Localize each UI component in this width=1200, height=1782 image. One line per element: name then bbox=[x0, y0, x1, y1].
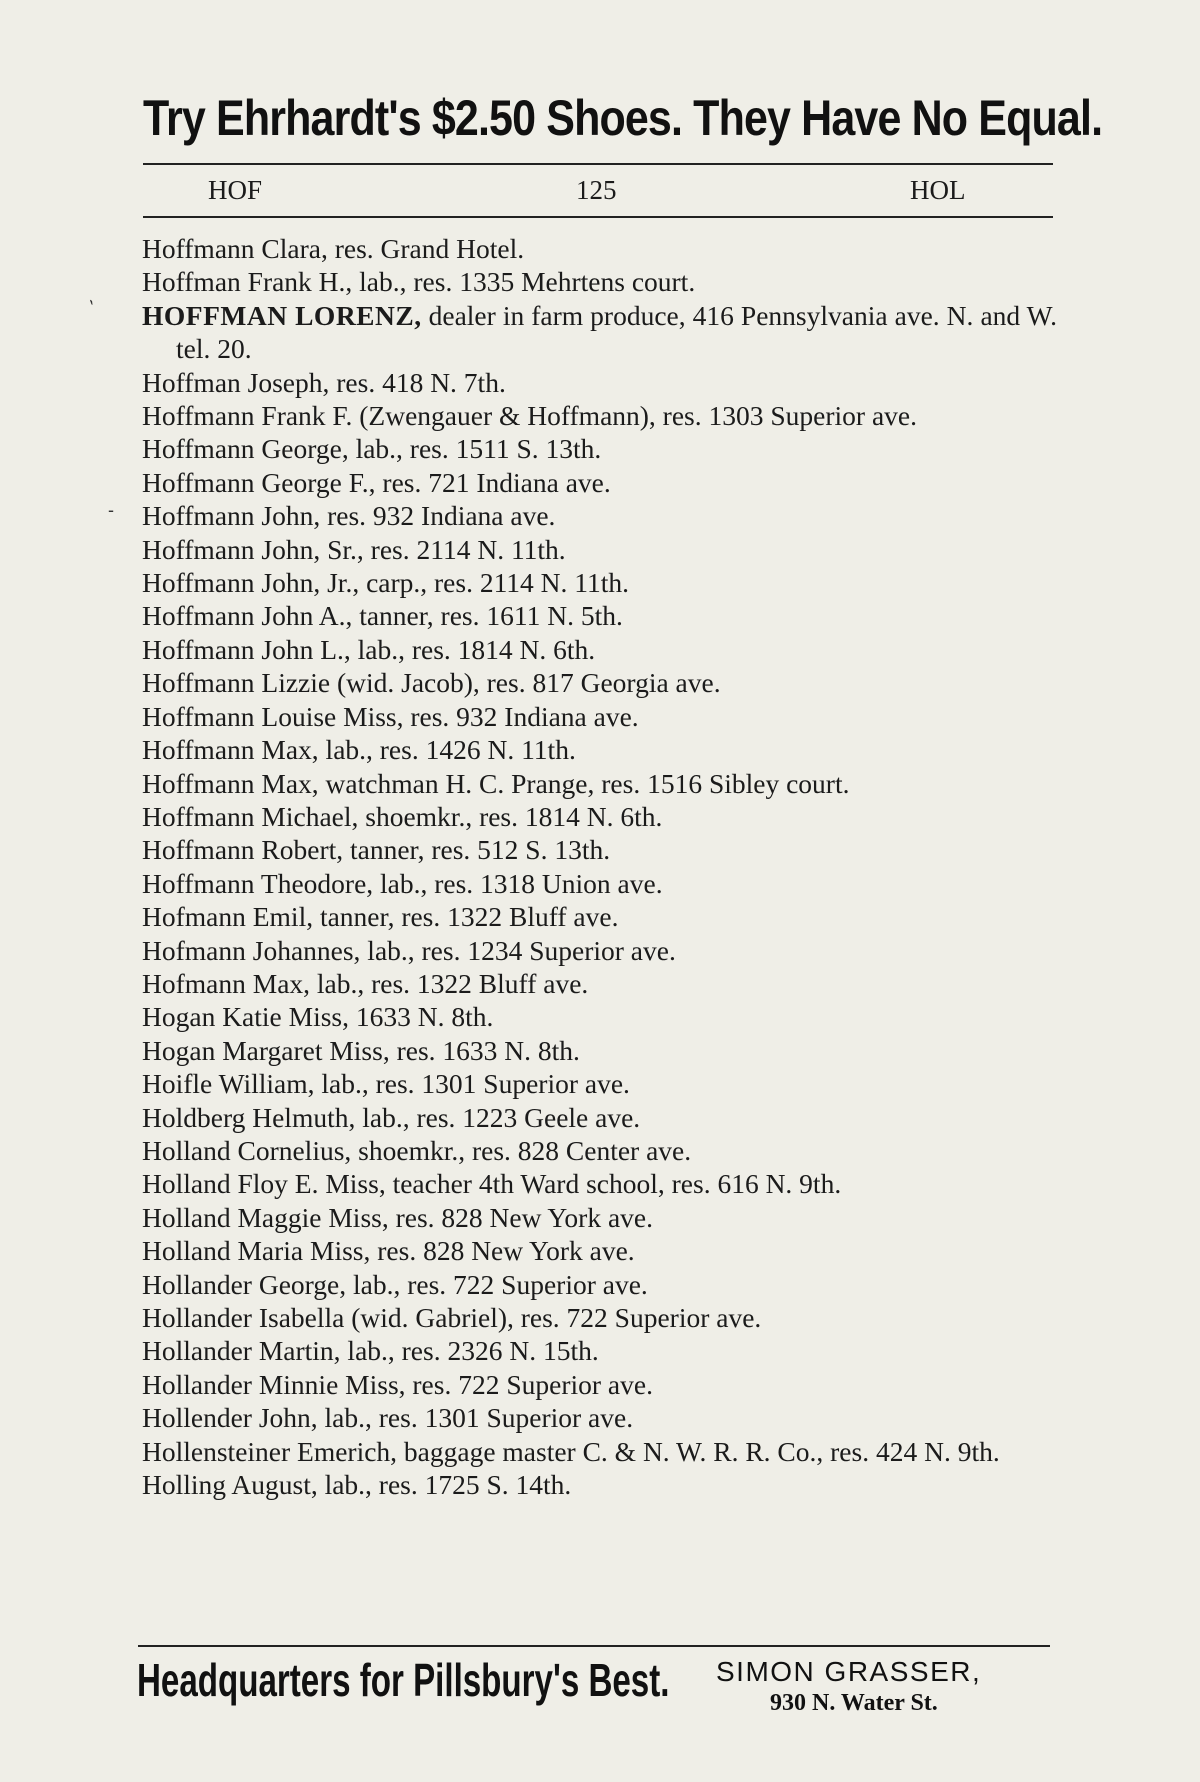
directory-entry: Hollensteiner Emerich, baggage master C. & N. W. R. R. Co., res. 424 N. 9th. bbox=[142, 1435, 1000, 1467]
directory-entry: Hoffmann John A., tanner, res. 1611 N. 5th. bbox=[142, 600, 623, 632]
left-guide-word: HOF bbox=[208, 175, 263, 205]
header-rule-top bbox=[143, 163, 1053, 165]
directory-entry: Hoffmann John, Jr., carp., res. 2114 N. 11th. bbox=[142, 567, 630, 599]
directory-entry: Hogan Katie Miss, 1633 N. 8th. bbox=[142, 1001, 494, 1033]
directory-entry: Hoffman Joseph, res. 418 N. 7th. bbox=[142, 366, 506, 398]
directory-entry: Hoffmann Lizzie (wid. Jacob), res. 817 Georgia ave. bbox=[142, 667, 721, 699]
entry-text: dealer in farm produce, 416 Pennsylvania ave. N. and W. tel. 20. bbox=[176, 299, 1057, 365]
directory-entry: Hoffmann John L., lab., res. 1814 N. 6th. bbox=[142, 633, 596, 665]
directory-entry: Hoffmann Clara, res. Grand Hotel. bbox=[142, 233, 525, 264]
merchant-name: SIMON GRASSER, bbox=[716, 1656, 982, 1687]
directory-entry bbox=[142, 299, 1057, 366]
directory-entry: Hoffmann Louise Miss, res. 932 Indiana ave. bbox=[142, 700, 639, 732]
directory-entry: Hoffmann George F., res. 721 Indiana ave. bbox=[142, 466, 611, 498]
directory-entry: Hollander Isabella (wid. Gabriel), res. 722 Superior ave. bbox=[142, 1302, 762, 1333]
directory-entry: Hollender John, lab., res. 1301 Superior ave. bbox=[142, 1402, 634, 1434]
directory-entry: Hoffmann George, lab., res. 1511 S. 13th. bbox=[142, 433, 602, 465]
directory-entry: Hofmann Emil, tanner, res. 1322 Bluff ave. bbox=[142, 901, 619, 933]
directory-entry: Hoffmann Frank F. (Zwengauer & Hoffmann), res. 1303 Superior ave. bbox=[142, 400, 917, 432]
directory-entry: Hoffmann Michael, shoemkr., res. 1814 N. 6th. bbox=[142, 800, 663, 832]
directory-entry: Hoffmann Robert, tanner, res. 512 S. 13th. bbox=[142, 834, 611, 866]
directory-entry: Hofmann Max, lab., res. 1322 Bluff ave. bbox=[142, 967, 589, 999]
directory-entry: Hoffmann Theodore, lab., res. 1318 Union ave. bbox=[142, 867, 663, 899]
directory-entry: Holland Maggie Miss, res. 828 New York ave. bbox=[142, 1201, 653, 1233]
directory-entry: Hofmann Johannes, lab., res. 1234 Superior ave. bbox=[142, 934, 676, 966]
directory-entry: Holland Maria Miss, res. 828 New York ave. bbox=[142, 1235, 635, 1267]
page-number: 125 bbox=[576, 175, 617, 205]
footer-advertisement: Headquarters for Pillsbury's Best. bbox=[137, 1654, 670, 1706]
directory-entry: Hoffmann John, res. 932 Indiana ave. bbox=[142, 500, 556, 532]
directory-entry: Hogan Margaret Miss, res. 1633 N. 8th. bbox=[142, 1034, 580, 1066]
directory-entry: Holland Cornelius, shoemkr., res. 828 Center ave. bbox=[142, 1134, 692, 1166]
directory-entry: Holling August, lab., res. 1725 S. 14th. bbox=[142, 1469, 572, 1501]
right-guide-word: HOL bbox=[910, 175, 966, 205]
stray-mark: - bbox=[108, 500, 114, 520]
header-advertisement: Try Ehrhardt's $2.50 Shoes. They Have No Equal. bbox=[143, 90, 1103, 146]
directory-entries bbox=[142, 232, 1057, 1501]
directory-entry: Hoifle William, lab., res. 1301 Superior ave. bbox=[142, 1068, 630, 1100]
directory-entry: Hoffmann Max, lab., res. 1426 N. 11th. bbox=[142, 734, 576, 766]
directory-entry: Hoffmann Max, watchman H. C. Prange, res. 1516 Sibley court. bbox=[142, 767, 850, 799]
footer-merchant bbox=[716, 1656, 1056, 1718]
stray-mark: ` bbox=[78, 295, 98, 322]
header-rule-bottom bbox=[143, 216, 1053, 218]
directory-entry: Hollander George, lab., res. 722 Superior ave. bbox=[142, 1268, 648, 1300]
directory-entry: Holland Floy E. Miss, teacher 4th Ward school, res. 616 N. 9th. bbox=[142, 1168, 842, 1200]
directory-entry: Hoffmann John, Sr., res. 2114 N. 11th. bbox=[142, 533, 566, 565]
entry-bold-name: HOFFMAN LORENZ, bbox=[142, 299, 422, 331]
footer-rule bbox=[138, 1645, 1050, 1647]
directory-entry: Hollander Minnie Miss, res. 722 Superior ave. bbox=[142, 1368, 653, 1400]
directory-entry: Holdberg Helmuth, lab., res. 1223 Geele ave. bbox=[142, 1101, 641, 1133]
running-header bbox=[143, 170, 1053, 210]
directory-entry: Hoffman Frank H., lab., res. 1335 Mehrtens court. bbox=[142, 266, 696, 298]
merchant-address: 930 N. Water St. bbox=[770, 1690, 938, 1716]
directory-entry: Hollander Martin, lab., res. 2326 N. 15th. bbox=[142, 1335, 599, 1367]
